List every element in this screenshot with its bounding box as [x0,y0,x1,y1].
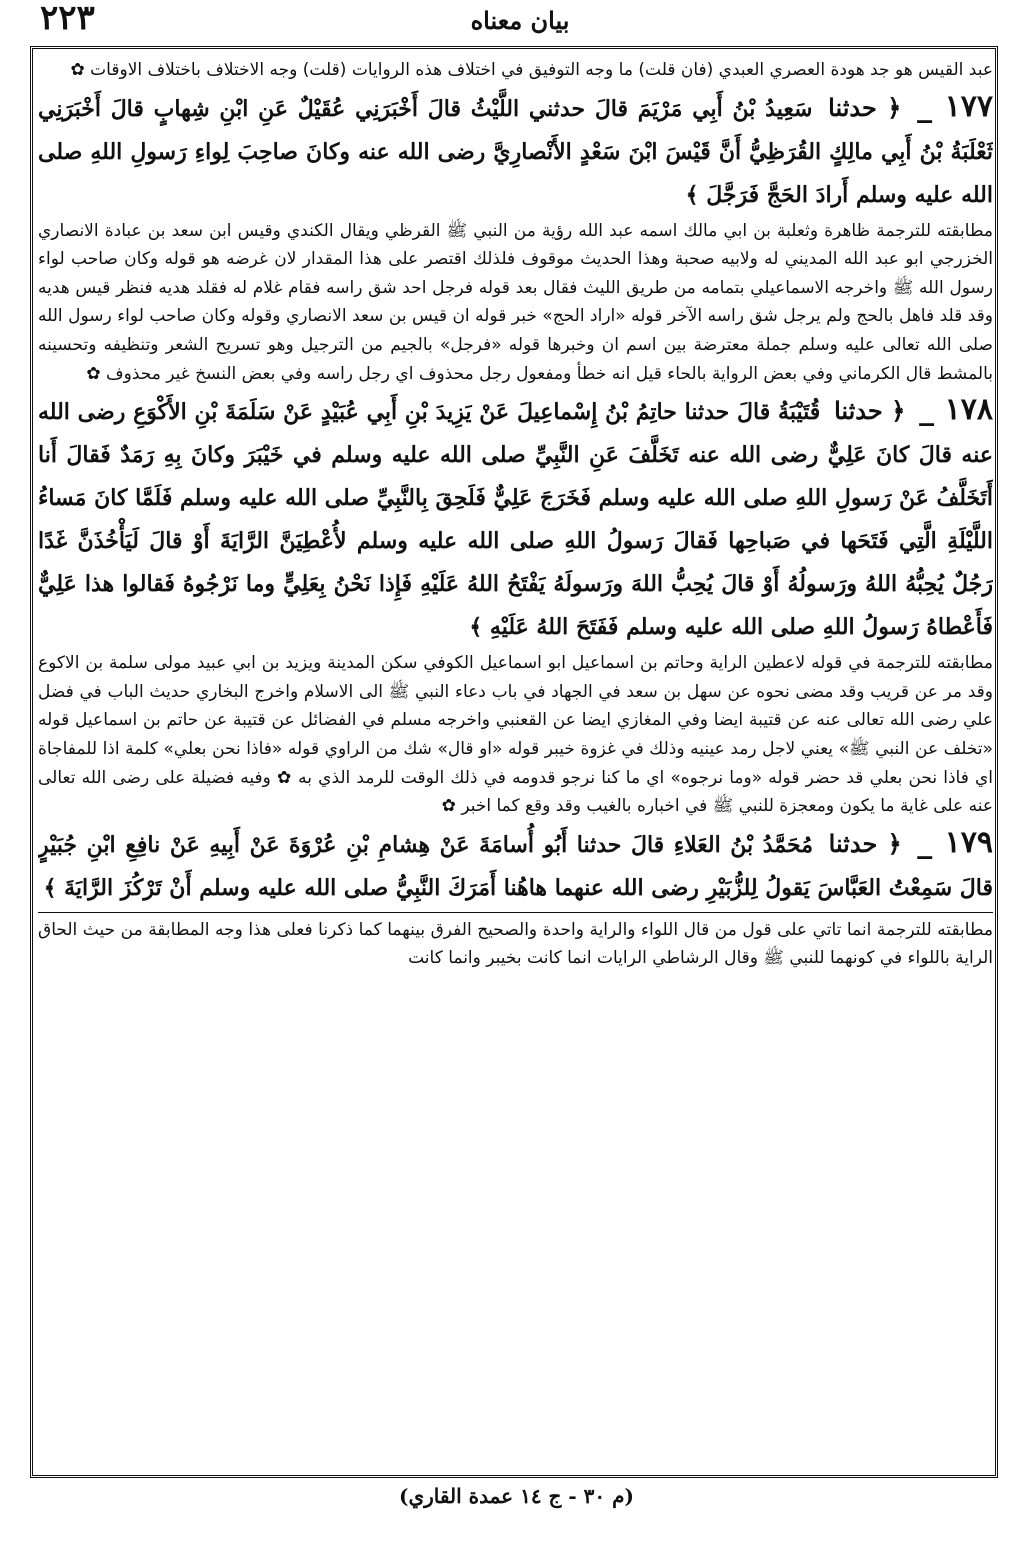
hadith-block [38,821,993,910]
commentary-block: مطابقته للترجمة ظاهرة وثعلبة بن ابي مالك اسمه عبد الله رؤية من النبي ﷺ القرظي ويقال الكندي وقيس ابن سعد بن عبادة الانصاري الخزرجي ابو عبد الله المديني له ولابيه صحبة وهذا الحديث موقوف فلذلك اقتصر على هذا المقدار لان غرضه هو قوله وكان صاحب لواء رسول الله ﷺ واخرجه الاسماعيلي بتمامه من طريق الليث فقال بعد قوله فرجل احد شق راسه فقام غلام له فقلد هديه فنظر قيس هديه وقد قلد فاهل بالحج ولم يرجل شق راسه الآخر قوله «اراد الحج» خبر قوله ان قيس بن سعد الانصاري وقوله وكان صاحب لواء رسول الله صلى الله تعالى عليه وسلم جملة معترضة بين اسم ان وخبرها قوله «فرجل» بالجيم من الترجيل وهو تسريح الشعر وتنظيفه وتحسينه بالمشط قال الكرماني وفي بعض الرواية بالحاء قيل انه خطأ ومفعول رجل محذوف اي رجل راسه وفي بعض النسخ غير محذوف ✿ [38,220,993,384]
hadith-text: مُحَمَّدُ بْنُ العَلاءِ قالَ حدثنا أَبُو أُسامَةَ عَنْ هِشامِ بْنِ عُرْوَةَ عَنْ أَبِيهِ عَنْ نافِعِ ابْنِ جُبَيْرٍ قالَ سَمِعْتُ العَبَّاسَ يَقولُ لِلزُّبَيْرِ رضى الله عنهما هاهُنا أَمَرَكَ النَّبِيُّ صلى الله عليه وسلم أَنْ تَرْكُزَ الرَّايَةَ ﴾ [38,831,993,901]
commentary-block: عبد القيس هو جد هودة العصري العبدي (فان قلت) ما وجه التوفيق في اختلاف هذه الروايات (قلت) وجه الاختلاف باختلاف الاوقات ✿ [70,60,993,80]
haddathana-label: ﴿ حدثنا [828,828,902,858]
page-footer-signature: (م ٣٠ - ج ١٤ عمدة القاري) [399,1484,634,1508]
page-number: ٢٢٣ [40,0,95,38]
hadith-block [38,85,993,217]
commentary-block: مطابقته للترجمة انما تاتي على قول من قال اللواء والراية واحدة والصحيح الفرق بينهما كما ذكرنا فعلى هذا وجه المطابقة من حيث الحاق الراية باللواء في كونهما للنبي ﷺ وقال الرشاطي الرايات انما كانت بخيبر وانما كانت [38,919,993,969]
page-content [38,56,993,1474]
haddathana-label: ﴿ حدثنا [834,396,906,426]
page-header [40,0,1000,46]
hadith-number: ١٧٧ _ [917,88,993,124]
commentary-block: مطابقته للترجمة في قوله لاعطين الراية وحاتم بن اسماعيل ابو اسماعيل الكوفي سكن المدينة ويزيد بن ابي عبيد مولى سلمة بن الاكوع وقد مر عن قريب وقد مضى نحوه عن سهل بن سعد في الجهاد في باب دعاء النبي ﷺ الى الاسلام واخرج البخاري حديث الباب في فضل علي رضى الله تعالى عنه عن قتيبة ايضا وفي المغازي ايضا عن القعنبي واخرجه مسلم في الفضائل عن قتيبة عن حاتم بن اسماعيل قوله «تخلف عن النبي ﷺ» يعني لاجل رمد عينيه وذلك في غزوة خيبر قوله «او قال» شك من الراوي قوله «فاذا نحن بعلي» كلمة اذا للمفاجاة اي فاذا نحن بعلي قد حضر قوله «وما نرجوه» اي ما كنا نرجو قدومه في ذلك الوقت للرمد الذي به ✿ وفيه فضيلة على رضى الله تعالى عنه على غاية ما يكون ومعجزة للنبي ﷺ في اخباره بالغيب وقد وقع كما اخبر ✿ [38,653,993,817]
hadith-text: سَعِيدُ بْنُ أَبِي مَرْيَمَ قالَ حدثني اللَّيْثُ قالَ أَخْبَرَنِي عُقَيْلٌ عَنِ ابْنِ شِهابٍ قالَ أَخْبَرَنِي ثَعْلَبَةُ بْنُ أَبِي مالِكٍ القُرَظِيُّ أَنَّ قَيْسَ ابْنَ سَعْدٍ الأَنْصارِيَّ رضى الله عنه وكانَ صاحِبَ لِواءِ رَسولِ اللهِ صلى الله عليه وسلم أَرادَ الحَجَّ فَرَجَّلَ ﴾ [38,95,993,208]
section-divider [38,912,993,913]
haddathana-label: ﴿ حدثنا [828,92,902,122]
hadith-text: قُتَيْبَةُ قالَ حدثنا حاتِمُ بْنُ إِسْماعِيلَ عَنْ يَزِيدَ بْنِ أَبِي عُبَيْدٍ عَنْ سَلَمَةَ بْنِ الأَكْوَعِ رضى الله عنه قالَ كانَ عَلِيٌّ رضى الله عنه تَخَلَّفَ عَنِ النَّبِيِّ صلى الله عليه وسلم في خَيْبَرَ وكانَ بِهِ رَمَدٌ فَقالَ أَنا أَتَخَلَّفُ عَنْ رَسولِ اللهِ صلى الله عليه وسلم فَخَرَجَ عَلِيٌّ فَلَحِقَ بِالنَّبِيِّ صلى الله عليه وسلم فَلَمَّا كانَ مَساءُ اللَّيْلَةِ الَّتِي فَتَحَها في صَباحِها فَقالَ رَسولُ اللهِ صلى الله عليه وسلم لأُعْطِيَنَّ الرَّايَةَ أَوْ قالَ لَيَأْخُذَنَّ غَدًا رَجُلٌ يُحِبُّهُ اللهُ ورَسولُهُ أَوْ قالَ يُحِبُّ اللهَ ورَسولَهُ يَفْتَحُ اللهُ عَلَيْهِ فَإِذا نَحْنُ بِعَلِيٍّ وما نَرْجُوهُ فَقالوا هذا عَلِيٌّ فَأَعْطاهُ رَسولُ اللهِ صلى الله عليه وسلم فَفَتَحَ اللهُ عَلَيْهِ ﴾ [38,399,993,641]
hadith-number: ١٧٩ _ [917,824,993,860]
hadith-number: ١٧٨ _ [919,392,993,428]
running-title: بيان معناه [470,6,570,35]
hadith-block [38,388,993,649]
